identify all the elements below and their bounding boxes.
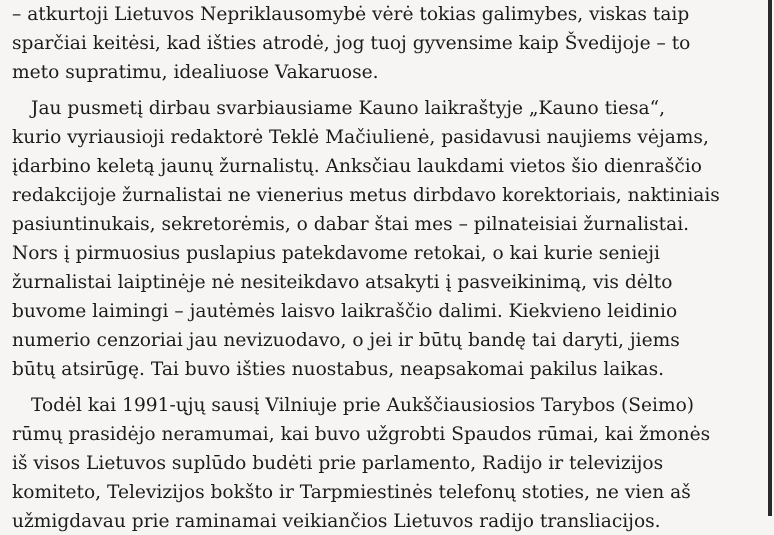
text-line: įdarbino keletą jaunų žurnalistų. Anksčiau laukdami vietos šio dienraščio [12,156,702,177]
text-line: Jau pusmetį dirbau svarbiausiame Kauno laikraštyje „Kauno tiesa“, [31,98,666,119]
text-line: Todėl kai 1991-ųjų sausį Vilniuje prie Aukščiausiosios Tarybos (Seimo) [31,395,695,416]
text-line: būtų atsirūgę. Tai buvo išties nuostabus, neapsakomai pakilus laikas. [12,359,665,380]
book-page [12,0,772,532]
text-line: Nors į pirmuosius puslapius patekdavome retokai, o kai kurie senieji [12,243,660,264]
page-edge-shadow [768,0,772,516]
text-line: pasiuntinukais, sekretorėmis, o dabar štai mes – pilnateisiai žurnalistai. [12,214,690,235]
text-line: meto supratimu, idealiuose Vakaruose. [12,62,379,83]
text-line: iš visos Lietuvos suplūdo budėti prie parlamento, Radijo ir televizijos [12,453,664,474]
text-line: kurio vyriausioji redaktorė Teklė Mačiulienė, pasidavusi naujiems vėjams, [12,127,709,148]
text-line: rūmų prasidėjo neramumai, kai buvo užgrobti Spaudos rūmai, kai žmonės [12,424,711,445]
text-line: redakcijoje žurnalistai ne vienerius metus dirbdavo korektoriais, naktiniais [12,185,720,206]
text-line: sparčiai keitėsi, kad išties atrodė, jog tuoj gyvensime kaip Švedijoje – to [12,33,691,54]
text-line: žurnalistai laiptinėje nė nesiteikdavo atsakyti į pasveikinimą, vis dėlto [12,272,673,293]
text-line: užmigdavau prie raminamai veikiančios Lietuvos radijo transliacijos. [12,511,661,532]
text-line: buvome laimingi – jautėmės laisvo laikraščio dalimi. Kiekvieno leidinio [12,301,678,322]
text-line: komiteto, Televizijos bokšto ir Tarpmiestinės telefonų stoties, ne vien aš [12,482,691,503]
text-line: – atkurtoji Lietuvos Nepriklausomybė vėrė tokias galimybes, viskas taip [12,4,690,25]
text-line: numerio cenzoriai jau nevizuodavo, o jei ir būtų bandę tai daryti, jiems [12,330,680,351]
